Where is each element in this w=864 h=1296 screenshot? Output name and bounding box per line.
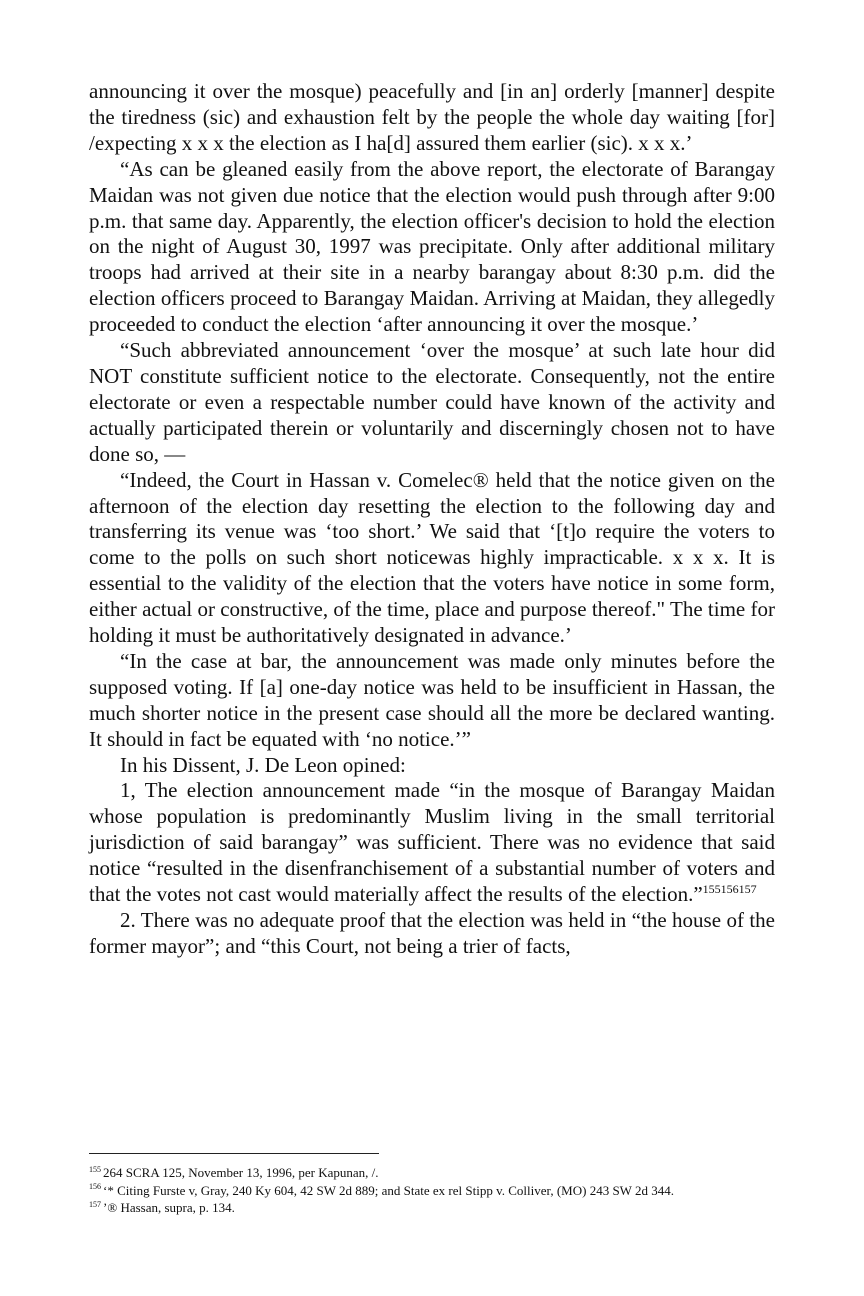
paragraph: announcing it over the mosque) peacefully and [in an] orderly [manner] despite the tiredness (sic) and exhaustion felt by the people the whole day waiting [for] /expecting x x x the election as I ha[d] assured them earlier (sic). x x x.’ (89, 79, 775, 155)
paragraph: 2. There was no adequate proof that the election was held in “the house of the former mayor”; and “this Court, not being a trier of facts, (89, 908, 775, 958)
footnote-number: 157 (89, 1199, 101, 1209)
page-body (89, 79, 775, 960)
footnote-divider (89, 1153, 379, 1154)
footnote-reference: 155156157 (702, 882, 757, 897)
paragraph: “Such abbreviated announcement ‘over the mosque’ at such late hour did NOT constitute sufficient notice to the electorate. Consequently, not the entire electorate or even a respectable number could have known of the activity and actually participated therein or voluntarily and discerningly chosen not to have done so, — (89, 338, 775, 466)
paragraph: In his Dissent, J. De Leon opined: (120, 752, 406, 777)
paragraph: “As can be gleaned easily from the above report, the electorate of Barangay Maidan was not given due notice that the election would push through after 9:00 p.m. that same day. Apparently, the election officer's decision to hold the election on the night of August 30, 1997 was precipitate. Only after additional military troops had arrived at their site in a nearby barangay about 8:30 p.m. did the election officers proceed to Barangay Maidan. Arriving at Maidan, they allegedly proceeded to conduct the election ‘after announcing it over the mosque.’ (89, 156, 775, 337)
footnote-text: ’® Hassan, supra, p. 134. (103, 1200, 235, 1215)
footnote-text: ‘* Citing Furste v, Gray, 240 Ky 604, 42 SW 2d 889; and State ex rel Stipp v. Colliver, (MO) 243 SW 2d 344. (103, 1182, 674, 1198)
paragraph (89, 778, 775, 908)
footnote (89, 1164, 789, 1182)
footnote-number: 156 (89, 1182, 101, 1192)
footnote (89, 1182, 789, 1200)
footnotes (89, 1153, 789, 1217)
paragraph: “Indeed, the Court in Hassan v. Comelec® held that the notice given on the afternoon of the election day resetting the election to the following day and transferring its venue was ‘too short.’ We said that ‘[t]o require the voters to come to the polls on such short noticewas highly impracticable. x x x. It is essential to the validity of the election that the voters have notice in some form, either actual or constructive, of the time, place and purpose thereof." The time for holding it must be authoritatively designated in advance.’ (89, 467, 775, 648)
footnote (89, 1199, 789, 1217)
paragraph-text: 1, The election announcement made “in the mosque of Barangay Maidan whose population is predominantly Muslim living in the small territorial jurisdiction of said barangay” was sufficient. There was no evidence that said notice “resulted in the disenfranchisement of a substantial number of voters and that the votes not cast would materially affect the results of the election.” (89, 778, 775, 907)
body-text (89, 79, 775, 960)
footnote-text: 264 SCRA 125, November 13, 1996, per Kapunan, /. (103, 1165, 379, 1180)
footnote-number: 155 (89, 1164, 101, 1174)
paragraph: “In the case at bar, the announcement was made only minutes before the supposed voting. If [a] one-day notice was held to be insufficient in Hassan, the much shorter notice in the present case should all the more be declared wanting. It should in fact be equated with ‘no notice.’” (89, 648, 775, 751)
